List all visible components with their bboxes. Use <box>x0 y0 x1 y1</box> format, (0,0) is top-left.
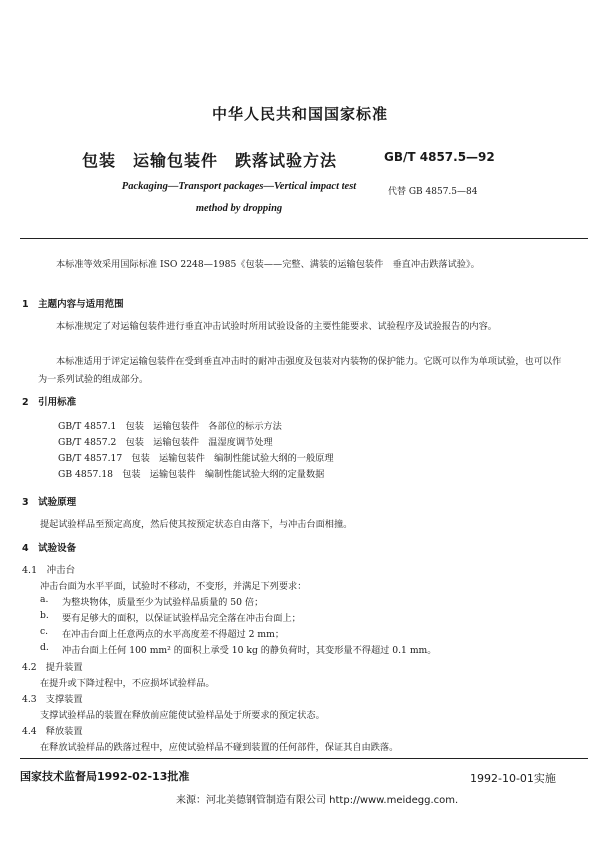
top-divider <box>20 238 588 239</box>
subsection-4-2-text: 在提升或下降过程中，不应损坏试验样品。 <box>40 678 215 689</box>
list-item-text: 要有足够大的面积，以保证试验样品完全落在冲击台面上； <box>62 613 301 624</box>
reference-item: GB 4857.18 包装 运输包装件 编制性能试验大纲的定量数据 <box>58 469 325 480</box>
subsection-4-3-text: 支撑试验样品的装置在释放前应能使试验样品处于所要求的预定状态。 <box>40 710 325 721</box>
list-item-text: 为整块物体，质量至少为试验样品质量的 50 倍； <box>62 597 264 608</box>
subsection-4-4-heading: 4.4 释放装置 <box>22 726 83 737</box>
list-item-label: b. <box>40 610 49 621</box>
english-title-line1: Packaging—Transport packages—Vertical impact test <box>121 181 357 192</box>
subsection-4-1-text: 冲击台面为水平平面，试验时不移动，不变形，并满足下列要求： <box>40 581 307 592</box>
reference-item: GB/T 4857.17 包装 运输包装件 编制性能试验大纲的一般原理 <box>58 453 334 464</box>
reference-item: GB/T 4857.1 包装 运输包装件 各部位的标示方法 <box>58 421 282 432</box>
chinese-title: 包装 运输包装件 跌落试验方法 <box>82 151 338 170</box>
standard-number: GB/T 4857.5—92 <box>384 150 495 164</box>
section-3-heading: 3 试验原理 <box>22 497 77 508</box>
list-item-label: d. <box>40 642 49 653</box>
list-item-text: 冲击台面上任何 100 mm² 的面积上承受 10 kg 的静负荷时，其变形量不得超过 0.1 mm。 <box>62 645 437 656</box>
subsection-4-1-heading: 4.1 冲击台 <box>22 565 76 576</box>
subsection-4-2-heading: 4.2 提升装置 <box>22 662 83 673</box>
reference-item: GB/T 4857.2 包装 运输包装件 温湿度调节处理 <box>58 437 273 448</box>
subsection-4-4-text: 在释放试验样品的跌落过程中，应使试验样品不碰到装置的任何部件，保证其自由跌落。 <box>40 742 399 753</box>
subsection-4-3-heading: 4.3 支撑装置 <box>22 694 83 705</box>
replaces-note: 代替 GB 4857.5—84 <box>388 187 478 197</box>
english-title-line2: method by dropping <box>195 203 283 214</box>
effective-date: 1992-10-01实施 <box>470 772 556 785</box>
approval-date: 国家技术监督局1992-02-13批准 <box>20 770 190 783</box>
section-1-heading: 1 主题内容与适用范围 <box>22 299 124 310</box>
bottom-divider <box>20 758 588 759</box>
section-1-paragraph-1: 本标准规定了对运输包装件进行垂直冲击试验时所用试验设备的主要性能要求、试验程序及试验报告的内容。 <box>56 321 497 332</box>
section-1-paragraph-2: 本标准适用于评定运输包装件在受到垂直冲击时的耐冲击强度及包装对内装物的保护能力。它既可以作为单项试验，也可以作为一系列试验的组成部分。 <box>38 356 562 385</box>
intro-paragraph: 本标准等效采用国际标准 ISO 2248—1985《包装——完整、满装的运输包装件 垂直冲击跌落试验》。 <box>56 259 480 270</box>
section-4-heading: 4 试验设备 <box>22 543 77 554</box>
list-item-label: a. <box>40 594 49 605</box>
section-2-heading: 2 引用标准 <box>22 397 77 408</box>
national-standard-heading: 中华人民共和国国家标准 <box>211 105 388 123</box>
list-item-text: 在冲击台面上任意两点的水平高度差不得超过 2 mm； <box>62 629 285 640</box>
source-note: 来源：河北美德钢管制造有限公司 http://www.meidegg.com. <box>176 795 459 806</box>
section-3-paragraph: 提起试验样品至预定高度，然后使其按预定状态自由落下，与冲击台面相撞。 <box>40 519 353 530</box>
list-item-label: c. <box>40 626 49 637</box>
